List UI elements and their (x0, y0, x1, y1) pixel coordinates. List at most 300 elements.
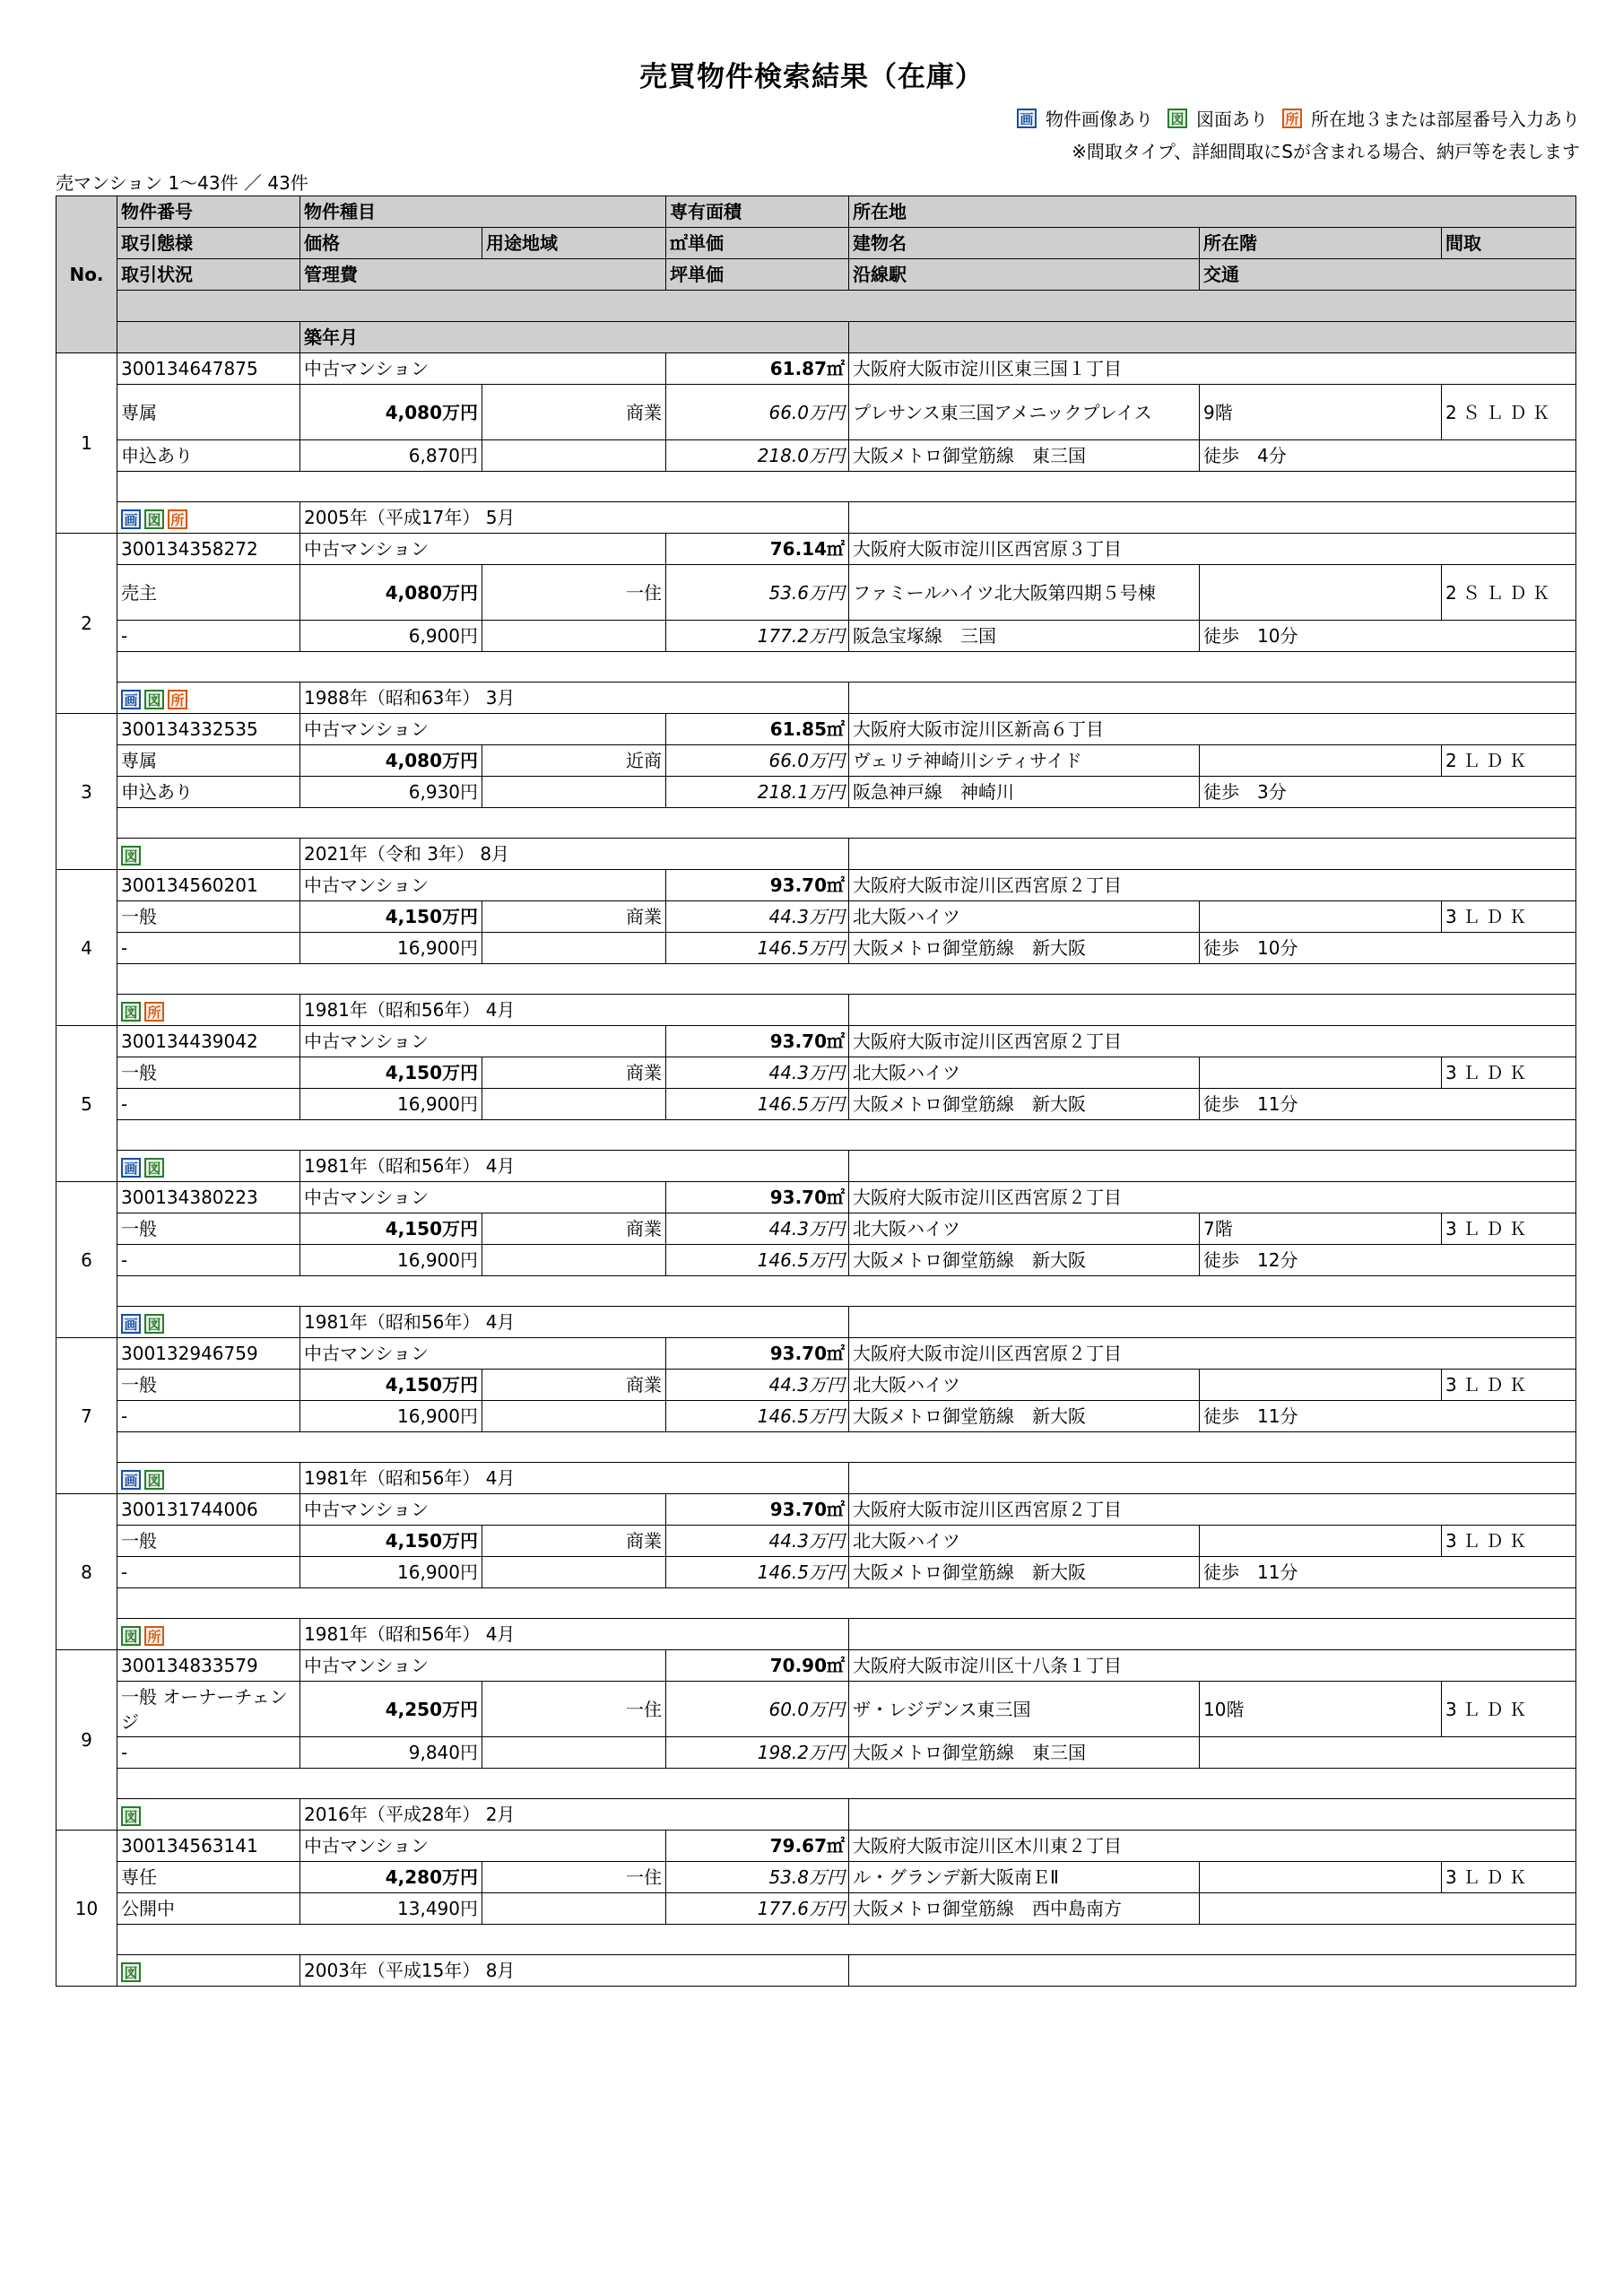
listing-row-2 (56, 1057, 1576, 1089)
listing-row (56, 1831, 1576, 1862)
blank-cell (849, 1955, 1576, 1987)
header-tsubo-price: 坪単価 (666, 259, 849, 291)
header-floor: 所在階 (1200, 228, 1442, 259)
feature-icons (117, 1955, 300, 1987)
blank-row (117, 472, 1576, 502)
built-date: 1981年（昭和56年） 4月 (300, 1307, 849, 1338)
building-name: 北大阪ハイツ (849, 1526, 1200, 1557)
line-station: 大阪メトロ御堂筋線 東三国 (849, 1737, 1200, 1769)
line-station: 大阪メトロ御堂筋線 新大阪 (849, 933, 1200, 964)
floorplan-available-icon: 図 (144, 690, 164, 709)
table-header (56, 196, 1576, 353)
deal-status: 公開中 (117, 1893, 300, 1925)
built-date: 1981年（昭和56年） 4月 (300, 1463, 849, 1494)
floor-area: 93.70㎡ (666, 1338, 849, 1370)
blank-row (117, 1769, 1576, 1799)
access: 徒歩 11分 (1200, 1089, 1576, 1120)
access: 徒歩 11分 (1200, 1557, 1576, 1588)
page-title: 売買物件検索結果（在庫） (639, 61, 984, 93)
built-date: 1981年（昭和56年） 4月 (300, 995, 849, 1026)
floorplan-available-icon: 図 (144, 1314, 164, 1334)
listing-row-3 (56, 440, 1576, 472)
listing-row-3 (56, 621, 1576, 652)
property-type: 中古マンション (300, 1831, 666, 1862)
property-no: 300131744006 (117, 1494, 300, 1526)
listing-row-4 (56, 1925, 1576, 1955)
listing-row-2 (56, 1682, 1576, 1737)
blank-cell (482, 1401, 666, 1432)
listing-row-5 (56, 1799, 1576, 1831)
listing-row-3 (56, 1089, 1576, 1120)
building-name: ザ・レジデンス東三国 (849, 1682, 1200, 1737)
zoning: 商業 (482, 1213, 666, 1245)
feature-icons (117, 1307, 300, 1338)
built-date: 1981年（昭和56年） 4月 (300, 1619, 849, 1650)
tsubo-price: 177.2万円 (666, 621, 849, 652)
address-detail-icon: 所 (168, 509, 187, 529)
unit-price-m2: 66.0万円 (666, 385, 849, 440)
blank-cell (482, 1245, 666, 1276)
header-area: 専有面積 (666, 196, 849, 228)
access: 徒歩 10分 (1200, 621, 1576, 652)
access (1200, 1893, 1576, 1925)
floor-area: 93.70㎡ (666, 1494, 849, 1526)
blank-cell (849, 502, 1576, 534)
listing-row-2 (56, 1526, 1576, 1557)
tsubo-price: 146.5万円 (666, 1557, 849, 1588)
header-deal-form: 取引態様 (117, 228, 300, 259)
blank-cell (482, 933, 666, 964)
access: 徒歩 12分 (1200, 1245, 1576, 1276)
price: 4,080万円 (300, 565, 482, 621)
room-layout: 3ＬＤＫ (1442, 1526, 1576, 1557)
listing-row (56, 714, 1576, 745)
feature-icons (117, 995, 300, 1026)
listing-row-2 (56, 385, 1576, 440)
access: 徒歩 11分 (1200, 1401, 1576, 1432)
header-price: 価格 (300, 228, 482, 259)
floor-area: 93.70㎡ (666, 870, 849, 901)
management-fee: 16,900円 (300, 1245, 482, 1276)
listing-row-4 (56, 964, 1576, 995)
listing-no: 10 (56, 1831, 117, 1987)
blank-cell (849, 1151, 1576, 1182)
listing-no: 5 (56, 1026, 117, 1182)
listing-row-5 (56, 1307, 1576, 1338)
legend-item-image (1017, 105, 1153, 131)
listing-no: 3 (56, 714, 117, 870)
blank-cell (482, 1557, 666, 1588)
blank-cell (482, 777, 666, 808)
property-no: 300134439042 (117, 1026, 300, 1057)
listing-row (56, 534, 1576, 565)
listing-row (56, 870, 1576, 901)
header-access: 交通 (1200, 259, 1576, 291)
header-type: 物件種目 (300, 196, 666, 228)
property-type: 中古マンション (300, 534, 666, 565)
management-fee: 6,870円 (300, 440, 482, 472)
room-layout: 3ＬＤＫ (1442, 1213, 1576, 1245)
tsubo-price: 146.5万円 (666, 1245, 849, 1276)
feature-icons (117, 839, 300, 870)
tsubo-price: 146.5万円 (666, 933, 849, 964)
address-detail-icon: 所 (168, 690, 187, 709)
blank-row (117, 1120, 1576, 1151)
listing-row-3 (56, 777, 1576, 808)
management-fee: 16,900円 (300, 1401, 482, 1432)
property-no: 300132946759 (117, 1338, 300, 1370)
blank-row (117, 1588, 1576, 1619)
listing-row-5 (56, 839, 1576, 870)
property-no: 300134358272 (117, 534, 300, 565)
listing-row-4 (56, 1120, 1576, 1151)
photo-available-icon: 画 (121, 1314, 141, 1334)
blank-cell (849, 683, 1576, 714)
price: 4,080万円 (300, 745, 482, 777)
blank-cell (849, 839, 1576, 870)
legend-item-address (1282, 105, 1580, 131)
deal-status: - (117, 1089, 300, 1120)
built-date: 2016年（平成28年） 2月 (300, 1799, 849, 1831)
room-layout: 2ＳＬＤＫ (1442, 565, 1576, 621)
floorplan-available-icon: 図 (144, 509, 164, 529)
address: 大阪府大阪市淀川区西宮原２丁目 (849, 1182, 1576, 1213)
deal-form: 一般 (117, 901, 300, 933)
line-station: 大阪メトロ御堂筋線 西中島南方 (849, 1893, 1200, 1925)
floor (1200, 745, 1442, 777)
property-type: 中古マンション (300, 1494, 666, 1526)
tsubo-price: 218.1万円 (666, 777, 849, 808)
photo-available-icon: 画 (121, 690, 141, 709)
header-line-station: 沿線駅 (849, 259, 1200, 291)
line-station: 大阪メトロ御堂筋線 新大阪 (849, 1245, 1200, 1276)
property-no: 300134647875 (117, 353, 300, 385)
floorplan-available-icon: 図 (144, 1470, 164, 1490)
feature-icons (117, 502, 300, 534)
legend (1002, 105, 1580, 131)
property-no: 300134560201 (117, 870, 300, 901)
listing-no: 9 (56, 1650, 117, 1831)
listing-row (56, 1182, 1576, 1213)
property-type: 中古マンション (300, 714, 666, 745)
building-name: ファミールハイツ北大阪第四期５号棟 (849, 565, 1200, 621)
header-building: 建物名 (849, 228, 1200, 259)
listing-row-3 (56, 1245, 1576, 1276)
building-name: ヴェリテ神崎川シティサイド (849, 745, 1200, 777)
deal-form: 一般 オーナーチェンジ (117, 1682, 300, 1737)
address: 大阪府大阪市淀川区西宮原２丁目 (849, 1338, 1576, 1370)
price: 4,080万円 (300, 385, 482, 440)
room-layout: 3ＬＤＫ (1442, 901, 1576, 933)
listing-row-3 (56, 1401, 1576, 1432)
management-fee: 9,840円 (300, 1737, 482, 1769)
listing-row-5 (56, 1619, 1576, 1650)
floor-area: 93.70㎡ (666, 1182, 849, 1213)
price: 4,280万円 (300, 1862, 482, 1893)
unit-price-m2: 44.3万円 (666, 901, 849, 933)
floor: 10階 (1200, 1682, 1442, 1737)
line-station: 大阪メトロ御堂筋線 新大阪 (849, 1557, 1200, 1588)
built-date: 1981年（昭和56年） 4月 (300, 1151, 849, 1182)
legend-item-drawing (1167, 105, 1268, 131)
feature-icons (117, 1463, 300, 1494)
blank-cell (482, 1089, 666, 1120)
tsubo-price: 146.5万円 (666, 1401, 849, 1432)
address: 大阪府大阪市淀川区西宮原２丁目 (849, 1494, 1576, 1526)
floor-area: 61.87㎡ (666, 353, 849, 385)
floorplan-available-icon: 図 (121, 846, 141, 865)
room-layout: 2ＳＬＤＫ (1442, 385, 1576, 440)
blank-row (117, 652, 1576, 683)
listing-row-3 (56, 1893, 1576, 1925)
address-detail-icon: 所 (144, 1002, 164, 1022)
floor-area: 79.67㎡ (666, 1831, 849, 1862)
price: 4,150万円 (300, 1370, 482, 1401)
floor: 7階 (1200, 1213, 1442, 1245)
listing-row-3 (56, 933, 1576, 964)
blank-row (117, 1276, 1576, 1307)
unit-price-m2: 60.0万円 (666, 1682, 849, 1737)
feature-icons (117, 1151, 300, 1182)
listing-row-2 (56, 1370, 1576, 1401)
zoning: 商業 (482, 1526, 666, 1557)
price: 4,250万円 (300, 1682, 482, 1737)
management-fee: 16,900円 (300, 933, 482, 964)
listing-row-5 (56, 683, 1576, 714)
price: 4,150万円 (300, 901, 482, 933)
floor (1200, 565, 1442, 621)
listing-no: 6 (56, 1182, 117, 1338)
building-name: 北大阪ハイツ (849, 1370, 1200, 1401)
floorplan-available-icon: 図 (121, 1962, 141, 1982)
built-date: 1988年（昭和63年） 3月 (300, 683, 849, 714)
blank-row (117, 808, 1576, 839)
zoning: 一住 (482, 565, 666, 621)
listing-row-3 (56, 1737, 1576, 1769)
access: 徒歩 10分 (1200, 933, 1576, 964)
blank-cell (482, 621, 666, 652)
line-station: 阪急宝塚線 三国 (849, 621, 1200, 652)
line-station: 大阪メトロ御堂筋線 東三国 (849, 440, 1200, 472)
floor-area: 70.90㎡ (666, 1650, 849, 1682)
built-date: 2021年（令和 3年） 8月 (300, 839, 849, 870)
header-unit-price: ㎡単価 (666, 228, 849, 259)
listing-no: 1 (56, 353, 117, 534)
deal-status: - (117, 933, 300, 964)
header-no: No. (56, 196, 117, 353)
room-layout: 3ＬＤＫ (1442, 1370, 1576, 1401)
building-name: 北大阪ハイツ (849, 1213, 1200, 1245)
tsubo-price: 218.0万円 (666, 440, 849, 472)
floor (1200, 1526, 1442, 1557)
photo-available-icon: 画 (121, 1470, 141, 1490)
management-fee: 6,900円 (300, 621, 482, 652)
listing-row-4 (56, 1769, 1576, 1799)
blank-cell (849, 1799, 1576, 1831)
deal-status: 申込あり (117, 440, 300, 472)
deal-status: - (117, 1245, 300, 1276)
listing-row-2 (56, 1862, 1576, 1893)
unit-price-m2: 44.3万円 (666, 1526, 849, 1557)
line-station: 大阪メトロ御堂筋線 新大阪 (849, 1089, 1200, 1120)
built-date: 2003年（平成15年） 8月 (300, 1955, 849, 1987)
floorplan-available-icon: 図 (121, 1806, 141, 1826)
blank-cell (482, 1893, 666, 1925)
zoning: 商業 (482, 1370, 666, 1401)
floorplan-available-icon: 図 (1167, 109, 1187, 128)
room-layout: 3ＬＤＫ (1442, 1057, 1576, 1089)
listing-row-4 (56, 1276, 1576, 1307)
listing-no: 8 (56, 1494, 117, 1650)
listing-row (56, 1494, 1576, 1526)
property-no: 300134833579 (117, 1650, 300, 1682)
property-type: 中古マンション (300, 1026, 666, 1057)
management-fee: 16,900円 (300, 1089, 482, 1120)
unit-price-m2: 66.0万円 (666, 745, 849, 777)
listing-no: 4 (56, 870, 117, 1026)
blank-cell (849, 1463, 1576, 1494)
listing-row-3 (56, 1557, 1576, 1588)
deal-form: 専任 (117, 1862, 300, 1893)
feature-icons (117, 1799, 300, 1831)
listing-row-2 (56, 1213, 1576, 1245)
header-zoning: 用途地域 (482, 228, 666, 259)
address: 大阪府大阪市淀川区西宮原２丁目 (849, 870, 1576, 901)
property-no: 300134332535 (117, 714, 300, 745)
deal-form: 一般 (117, 1370, 300, 1401)
zoning: 一住 (482, 1682, 666, 1737)
blank-cell (482, 1737, 666, 1769)
listing-row-4 (56, 652, 1576, 683)
zoning: 商業 (482, 385, 666, 440)
blank-cell (482, 440, 666, 472)
listing-row (56, 1338, 1576, 1370)
listing-row-4 (56, 1432, 1576, 1463)
floorplan-available-icon: 図 (121, 1002, 141, 1022)
property-type: 中古マンション (300, 1650, 666, 1682)
feature-icons (117, 683, 300, 714)
header-blank-icons (117, 322, 300, 353)
zoning: 近商 (482, 745, 666, 777)
tsubo-price: 198.2万円 (666, 1737, 849, 1769)
access (1200, 1737, 1576, 1769)
management-fee: 6,930円 (300, 777, 482, 808)
access: 徒歩 4分 (1200, 440, 1576, 472)
header-status: 取引状況 (117, 259, 300, 291)
room-layout: 3ＬＤＫ (1442, 1682, 1576, 1737)
listing-row-5 (56, 1955, 1576, 1987)
zoning: 商業 (482, 901, 666, 933)
floor-area: 93.70㎡ (666, 1026, 849, 1057)
floorplan-available-icon: 図 (144, 1158, 164, 1178)
address-detail-icon: 所 (144, 1626, 164, 1646)
line-station: 阪急神戸線 神崎川 (849, 777, 1200, 808)
price: 4,150万円 (300, 1526, 482, 1557)
room-layout: 2ＬＤＫ (1442, 745, 1576, 777)
floor (1200, 1370, 1442, 1401)
property-no: 300134380223 (117, 1182, 300, 1213)
tsubo-price: 146.5万円 (666, 1089, 849, 1120)
result-count: 売マンション 1〜43件 ／ 43件 (56, 172, 308, 194)
listing-row (56, 1650, 1576, 1682)
zoning: 一住 (482, 1862, 666, 1893)
price: 4,150万円 (300, 1213, 482, 1245)
address: 大阪府大阪市淀川区西宮原３丁目 (849, 534, 1576, 565)
feature-icons (117, 1619, 300, 1650)
floor-area: 61.85㎡ (666, 714, 849, 745)
deal-form: 専属 (117, 745, 300, 777)
property-no: 300134563141 (117, 1831, 300, 1862)
property-type: 中古マンション (300, 870, 666, 901)
management-fee: 16,900円 (300, 1557, 482, 1588)
management-fee: 13,490円 (300, 1893, 482, 1925)
tsubo-price: 177.6万円 (666, 1893, 849, 1925)
legend-label-drawing: 図面あり (1196, 109, 1268, 130)
address-detail-icon: 所 (1282, 109, 1302, 128)
deal-status: - (117, 1737, 300, 1769)
photo-available-icon: 画 (121, 509, 141, 529)
building-name: 北大阪ハイツ (849, 1057, 1200, 1089)
floor-area: 76.14㎡ (666, 534, 849, 565)
listing-row-5 (56, 1463, 1576, 1494)
header-property-no: 物件番号 (117, 196, 300, 228)
built-date: 2005年（平成17年） 5月 (300, 502, 849, 534)
floor (1200, 901, 1442, 933)
unit-price-m2: 44.3万円 (666, 1213, 849, 1245)
blank-cell (849, 1307, 1576, 1338)
listing-row-5 (56, 995, 1576, 1026)
listing-row-2 (56, 745, 1576, 777)
photo-available-icon: 画 (1017, 109, 1037, 128)
header-layout: 間取 (1442, 228, 1576, 259)
building-name: ル・グランデ新大阪南ＥⅡ (849, 1862, 1200, 1893)
price: 4,150万円 (300, 1057, 482, 1089)
listing-row (56, 1026, 1576, 1057)
deal-form: 一般 (117, 1057, 300, 1089)
listing-no: 2 (56, 534, 117, 714)
legend-label-image: 物件画像あり (1046, 109, 1153, 130)
listing-row-2 (56, 565, 1576, 621)
room-layout: 3ＬＤＫ (1442, 1862, 1576, 1893)
photo-available-icon: 画 (121, 1158, 141, 1178)
table-body (56, 353, 1576, 1987)
deal-form: 売主 (117, 565, 300, 621)
header-blank-right (849, 322, 1576, 353)
results-table (56, 196, 1576, 1987)
floorplan-available-icon: 図 (121, 1626, 141, 1646)
listing-row-4 (56, 808, 1576, 839)
listing-row-4 (56, 1588, 1576, 1619)
property-type: 中古マンション (300, 1338, 666, 1370)
blank-cell (849, 1619, 1576, 1650)
address: 大阪府大阪市淀川区十八条１丁目 (849, 1650, 1576, 1682)
floor: 9階 (1200, 385, 1442, 440)
header-built: 築年月 (300, 322, 849, 353)
unit-price-m2: 44.3万円 (666, 1370, 849, 1401)
header-mgmt-fee: 管理費 (300, 259, 666, 291)
listing-row-5 (56, 1151, 1576, 1182)
zoning: 商業 (482, 1057, 666, 1089)
address: 大阪府大阪市淀川区新高６丁目 (849, 714, 1576, 745)
property-type: 中古マンション (300, 353, 666, 385)
address: 大阪府大阪市淀川区西宮原２丁目 (849, 1026, 1576, 1057)
deal-form: 専属 (117, 385, 300, 440)
unit-price-m2: 53.6万円 (666, 565, 849, 621)
deal-status: 申込あり (117, 777, 300, 808)
blank-row (117, 1432, 1576, 1463)
building-name: 北大阪ハイツ (849, 901, 1200, 933)
address: 大阪府大阪市淀川区東三国１丁目 (849, 353, 1576, 385)
